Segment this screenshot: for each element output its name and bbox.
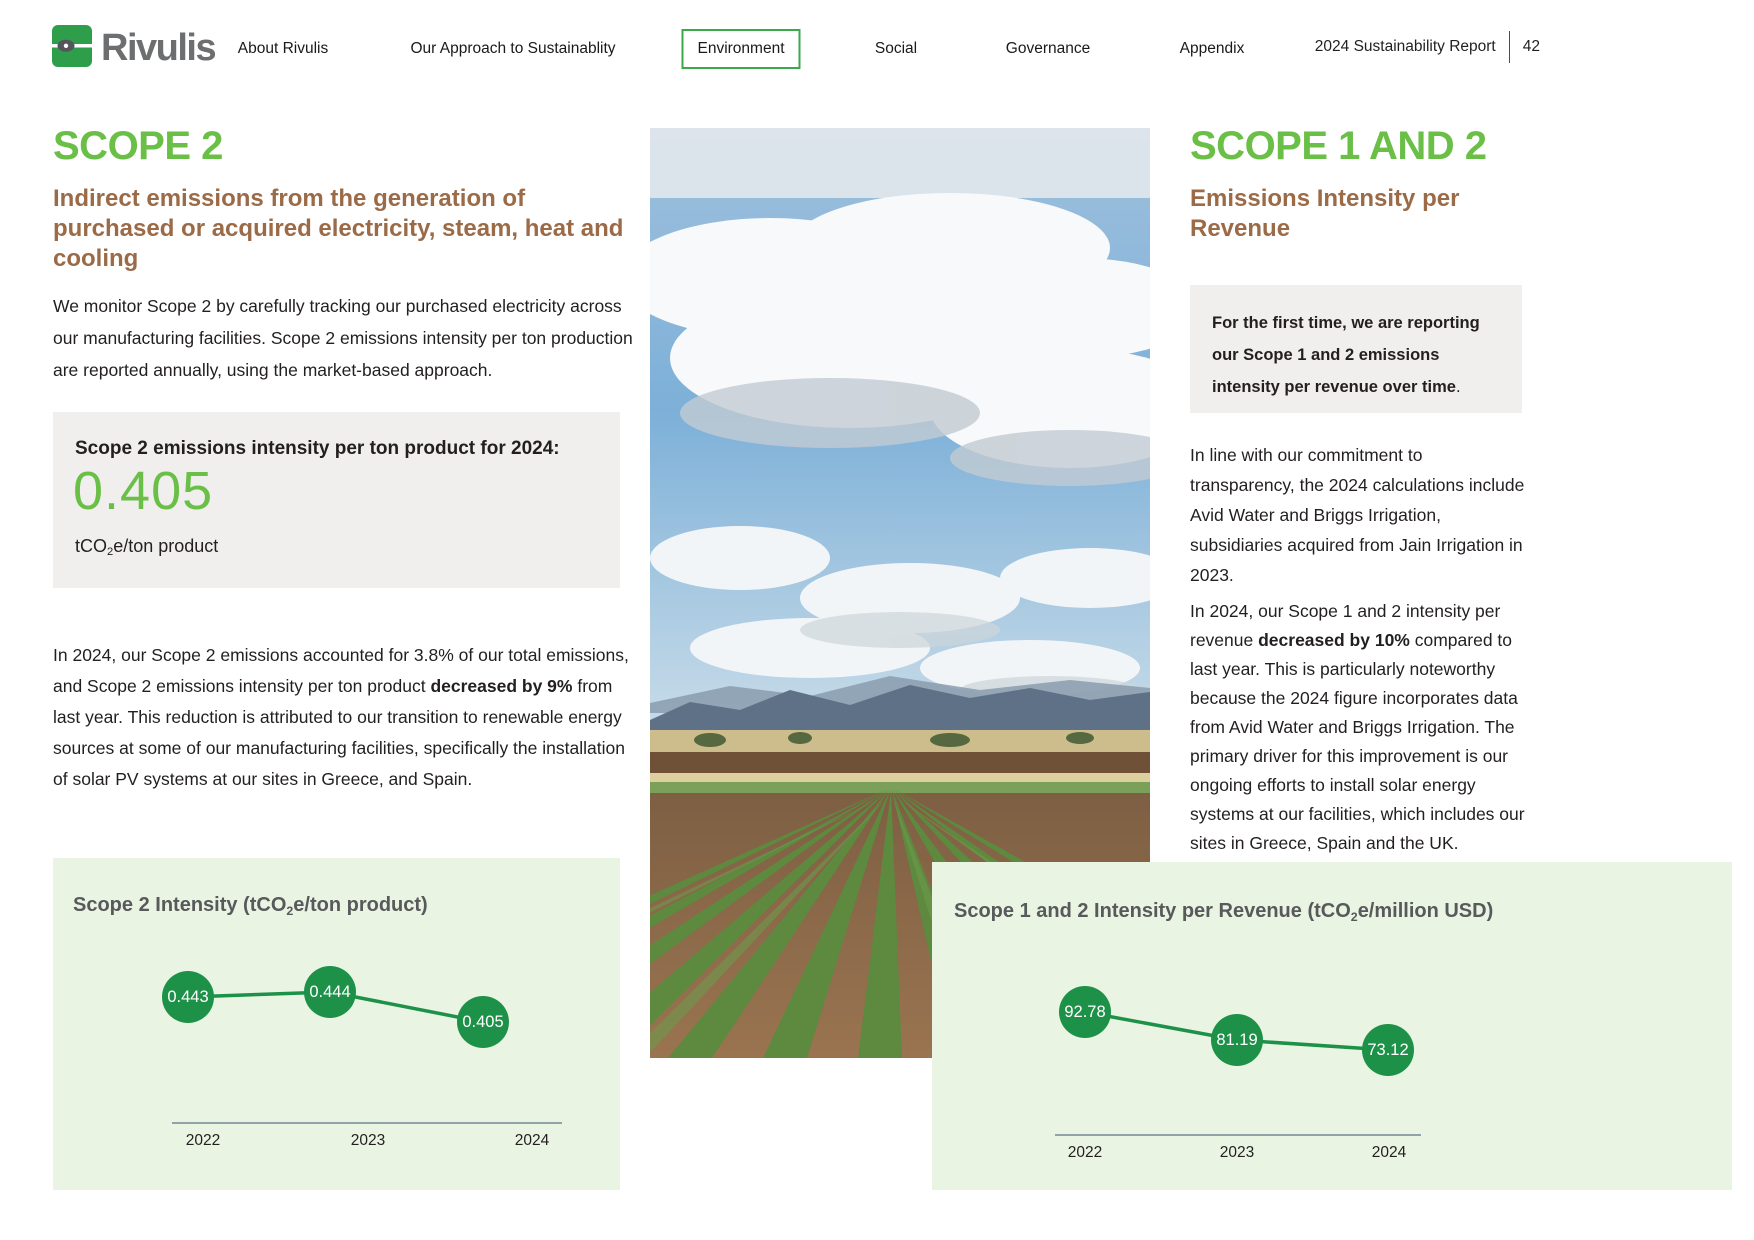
data-point-2024: 73.12 (1362, 1024, 1414, 1076)
trend-line (53, 858, 620, 1190)
data-point-2023: 0.444 (304, 966, 356, 1018)
chart-title: Scope 1 and 2 Intensity per Revenue (tCO$_2$e/million USD) (954, 900, 1494, 924)
x-tick-2024: 2024 (514, 1132, 550, 1149)
x-tick-2023: 2023 (350, 1132, 386, 1149)
logo-wordmark: Rivulis (101, 27, 216, 69)
x-tick-2023: 2023 (1219, 1144, 1255, 1161)
data-point-2024: 0.405 (457, 996, 509, 1048)
data-point-2022: 0.443 (162, 971, 214, 1023)
rivulis-logo[interactable] (50, 22, 215, 75)
callout-text: For the first time, we are reporting our Scope 1 and 2 emissions intensity per revenue over time. (1212, 314, 1480, 396)
header (0, 0, 1754, 95)
drip-emitter-icon (50, 22, 94, 75)
divider (1509, 31, 1510, 63)
scope2-heading: SCOPE 2 (53, 124, 223, 168)
nav-item-governance[interactable]: Governance (1005, 40, 1091, 57)
x-tick-2024: 2024 (1371, 1144, 1407, 1161)
nav-item-appendix[interactable]: Appendix (1179, 40, 1245, 57)
nav-item-our-approach[interactable]: Our Approach to Sustainablity (410, 40, 616, 57)
scope2-stat-box (53, 412, 620, 588)
transparency-paragraph: In line with our commitment to transparency, the 2024 calculations include Avid Water and Briggs Irrigation, subsidiaries acquired from Jain Irrigation in 2023. (1190, 445, 1525, 585)
nav-item-environment-active[interactable]: Environment (681, 29, 800, 69)
first-time-callout-box (1190, 285, 1522, 413)
report-title: 2024 Sustainability Report (1314, 38, 1496, 55)
x-tick-2022: 2022 (185, 1132, 221, 1149)
nav-item-social[interactable]: Social (874, 40, 918, 57)
scope2-body-paragraph: In 2024, our Scope 2 emissions accounted for 3.8% of our total emissions, and Scope 2 emissions intensity per ton product decreased by 9% from last year. This reduction is attributed to our transition to renewable energy sources at some of our manufacturing facilities, specifically the installation of solar PV systems at our sites in Greece, and Spain. (53, 645, 629, 789)
scope1and2-heading: SCOPE 1 AND 2 (1190, 124, 1487, 168)
scope1and2-subheading: Emissions Intensity per Revenue (1190, 185, 1460, 242)
scope2-subheading: Indirect emissions from the generation of purchased or acquired electricity, steam, heat and cooling (53, 185, 624, 272)
scope1and2-revenue-chart (932, 862, 1732, 1190)
data-point-2022: 92.78 (1059, 986, 1111, 1038)
intensity-paragraph: In 2024, our Scope 1 and 2 intensity per revenue decreased by 10% compared to last year. This is particularly noteworthy because the 2024 figure incorporates data from Avid Water and Briggs Irrigation. The primary driver for this improvement is our ongoing efforts to install solar energy systems at our facilities, which includes our sites in Greece, Spain and the UK. (1190, 601, 1525, 853)
scope2-intro-paragraph: We monitor Scope 2 by carefully tracking our purchased electricity across our manufacturing facilities. Scope 2 emissions intensity per ton production are reported annually, using the market-based approach. (53, 296, 633, 380)
chart-title: Scope 2 Intensity (tCO$_2$e/ton product) (73, 894, 428, 918)
nav-item-about-rivulis[interactable]: About Rivulis (237, 40, 329, 57)
header-report-info (1315, 31, 1540, 63)
scope2-intensity-chart (53, 858, 620, 1190)
data-point-2023: 81.19 (1211, 1014, 1263, 1066)
stat-unit: tCO$_2$e/ton product (75, 536, 219, 559)
x-tick-2022: 2022 (1067, 1144, 1103, 1161)
page-number: 42 (1522, 38, 1540, 55)
stat-value: 0.405 (73, 461, 214, 521)
trend-line (932, 862, 1732, 1190)
stat-label: Scope 2 emissions intensity per ton product for 2024: (75, 438, 560, 459)
